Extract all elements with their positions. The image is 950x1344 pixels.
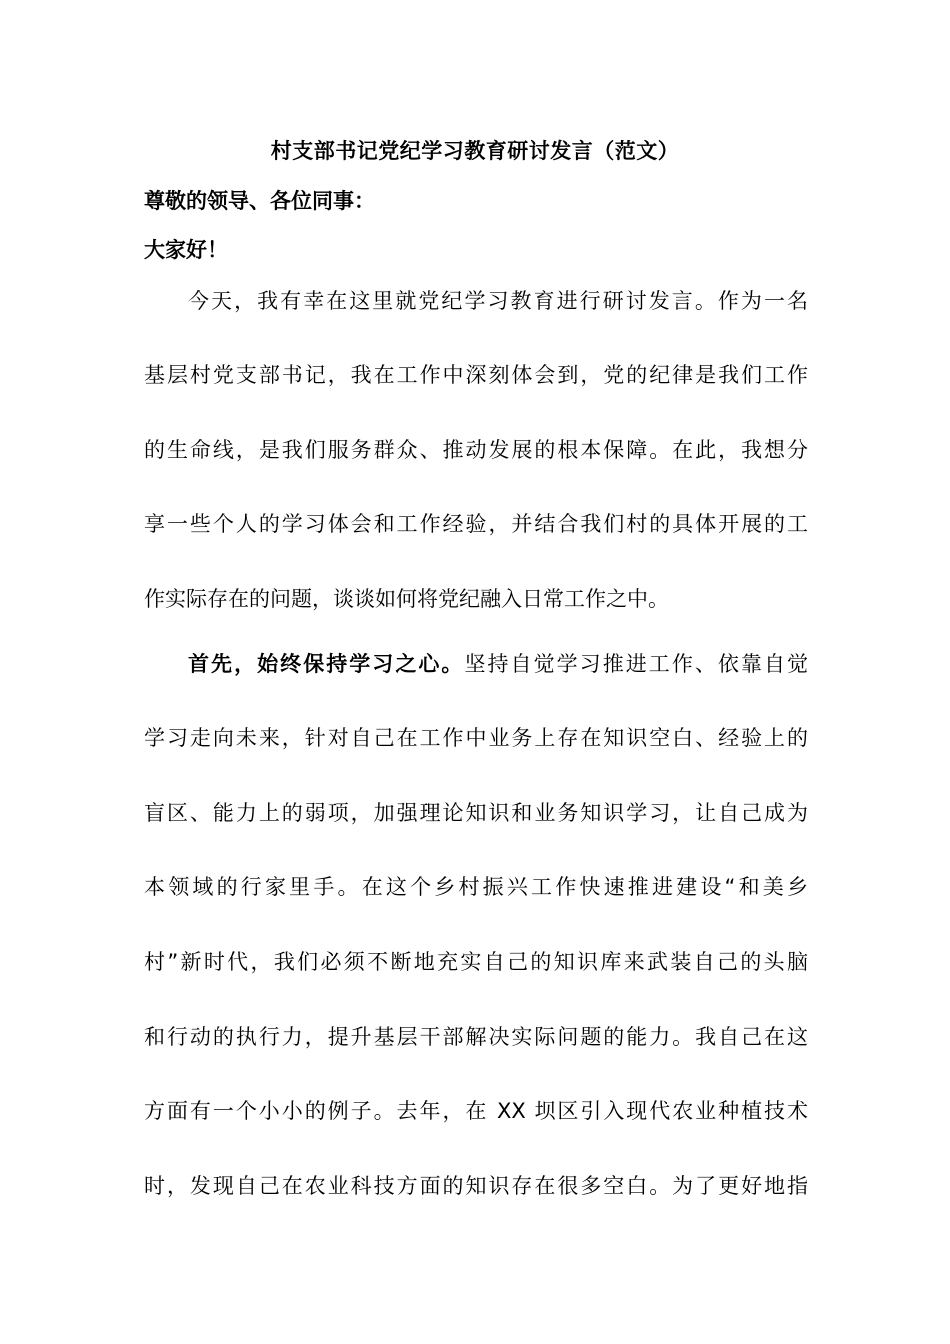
paragraph-2-line: 和行动的执行力，提升基层干部解决实际问题的能力。我自己在这 <box>144 1025 808 1049</box>
paragraph-1-line: 享一些个人的学习体会和工作经验，并结合我们村的具体开展的工 <box>144 512 808 536</box>
paragraph-2-line: 方面有一个小小的例子。去年，在 XX 坝区引入现代农业种植技术 <box>144 1099 808 1123</box>
paragraph-2-lead: 首先，始终保持学习之心。 <box>188 652 465 676</box>
paragraph-2-line: 学习走向未来，针对自己在工作中业务上存在知识空白、经验上的 <box>144 726 808 750</box>
paragraph-2-line: 村”新时代，我们必须不断地充实自己的知识库来武装自己的头脑 <box>144 950 808 974</box>
paragraph-2-first-line <box>188 647 808 681</box>
paragraph-2-line: 坚持自觉学习推进工作、依靠自觉 <box>464 652 809 676</box>
document-title: 村支部书记党纪学习教育研讨发言（范文） <box>270 139 680 163</box>
greeting: 大家好！ <box>144 238 228 262</box>
paragraph-2-line: 盲区、能力上的弱项，加强理论知识和业务知识学习，让自己成为 <box>144 801 808 825</box>
paragraph-1-line: 作实际存在的问题，谈谈如何将党纪融入日常工作之中。 <box>144 587 669 611</box>
paragraph-2-line: 本领域的行家里手。在这个乡村振兴工作快速推进建设“和美乡 <box>144 875 808 899</box>
paragraph-2-line: 时，发现自己在农业科技方面的知识存在很多空白。为了更好地指 <box>144 1174 808 1198</box>
salutation: 尊敬的领导、各位同事： <box>144 189 375 213</box>
paragraph-1-line: 基层村党支部书记，我在工作中深刻体会到，党的纪律是我们工作 <box>144 363 808 387</box>
paragraph-1-line: 的生命线，是我们服务群众、推动发展的根本保障。在此，我想分 <box>144 438 808 462</box>
paragraph-1-line: 今天，我有幸在这里就党纪学习教育进行研讨发言。作为一名 <box>188 289 808 313</box>
